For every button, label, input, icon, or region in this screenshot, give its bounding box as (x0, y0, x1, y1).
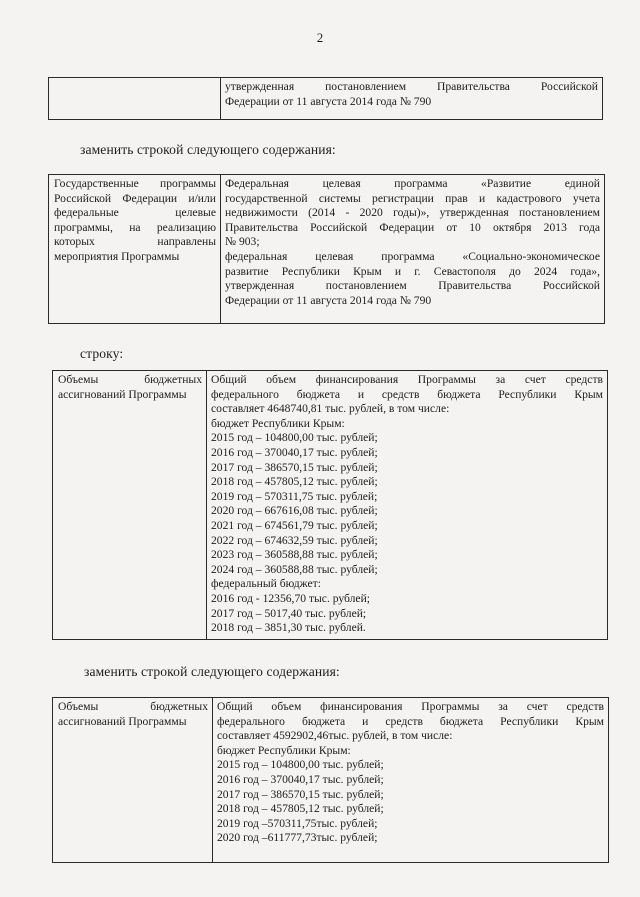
text-line: 2016 год - 12356,70 тыс. рублей; (211, 591, 371, 605)
text-line: 2018 год – 457805,12 тыс. рублей; (211, 475, 378, 489)
table-block-2 (48, 174, 605, 324)
text-line: 2019 год –570311,75тыс. рублей; (217, 816, 378, 830)
text-line: Объемы бюджетных (58, 373, 202, 386)
text-line: 2021 год – 674561,79 тыс. рублей; (211, 518, 378, 532)
text-line: Объемы бюджетных (58, 700, 208, 713)
text-line: 2016 год – 370040,17 тыс. рублей; (211, 445, 378, 459)
text-line: мероприятия Программы (54, 249, 180, 263)
text-line: 2015 год – 104800,00 тыс. рублей; (211, 431, 378, 445)
text-line: недвижимости (2014 - 2020 годы)», утвержденная постановлением (225, 206, 600, 220)
text-line: бюджет Республики Крым: (211, 416, 345, 430)
text-line: 2015 год – 104800,00 тыс. рублей; (217, 758, 384, 772)
text-line: 2018 год – 3851,30 тыс. рублей. (211, 621, 366, 635)
table-block-3-left-cell (53, 371, 207, 639)
text-line: государственной системы регистрации прав и кадастрового учета (225, 191, 600, 205)
text-line: федеральный бюджет: (211, 577, 321, 591)
text-line: 2019 год – 570311,75 тыс. рублей; (211, 489, 378, 503)
text-line: Федерации от 11 августа 2014 года № 790 (225, 94, 432, 108)
text-line: Федерации от 11 августа 2014 года № 790 (225, 293, 432, 307)
text-line: программы, на реализацию (54, 220, 216, 234)
text-line: Федеральная целевая программа «Развитие единой (225, 177, 600, 190)
instruction-note-3: заменить строкой следующего содержания: (84, 664, 340, 679)
text-line: Российской Федерации и/или (54, 191, 216, 205)
table-block-4-left-cell (53, 698, 213, 862)
table-block-1-left-cell (49, 78, 221, 119)
text-line: 2020 год –611777,73тыс. рублей; (217, 831, 378, 845)
table-block-2-right-cell (221, 175, 604, 323)
text-line: № 903; (225, 235, 260, 249)
table-block-3 (52, 370, 608, 640)
text-line: Общий объем финансирования Программы за счет средств (211, 373, 603, 386)
text-line: 2017 год – 386570,15 тыс. рублей; (217, 787, 384, 801)
text-line: 2016 год – 370040,17 тыс. рублей; (217, 772, 384, 786)
table-block-4 (52, 697, 609, 863)
table-block-4-right-cell (213, 698, 608, 862)
text-line: федеральные целевые (54, 206, 216, 220)
table-block-3-right-cell (207, 371, 607, 639)
page-number: 2 (316, 30, 324, 45)
text-line: 2017 год – 386570,15 тыс. рублей; (211, 460, 378, 474)
text-line: 2018 год – 457805,12 тыс. рублей; (217, 802, 384, 816)
text-line: составляет 4592902,46тыс. рублей, в том числе: (217, 729, 453, 743)
text-line: 2022 год – 674632,59 тыс. рублей; (211, 533, 378, 547)
text-line: утвержденная постановлением Правительства Российской (225, 80, 598, 93)
instruction-note-2: строку: (80, 346, 124, 361)
text-line: развитие Республики Крым и г. Севастополя до 2024 года», (225, 264, 600, 278)
text-line: 2024 год – 360588,88 тыс. рублей; (211, 562, 378, 576)
text-line: которых направлены (54, 235, 216, 249)
text-line: утвержденная постановлением Правительства Российской (225, 279, 600, 293)
text-line: ассигнований Программы (58, 387, 187, 401)
text-line: Общий объем финансирования Программы за счет средств (217, 700, 604, 713)
text-line: федерального бюджета и средств бюджета Республики Крым (217, 714, 604, 728)
text-line: Правительства Российской Федерации от 10 октября 2013 года (225, 220, 600, 234)
table-block-1-right-cell (221, 78, 602, 119)
text-line: 2020 год – 667616,08 тыс. рублей; (211, 504, 378, 518)
text-line: 2023 год – 360588,88 тыс. рублей; (211, 548, 378, 562)
text-line: федеральная целевая программа «Социально-экономическое (225, 249, 600, 263)
instruction-note-1: заменить строкой следующего содержания: (80, 142, 336, 157)
table-block-1 (48, 77, 603, 120)
text-line: бюджет Республики Крым: (217, 743, 351, 757)
text-line: ассигнований Программы (58, 714, 187, 728)
text-line: 2017 год – 5017,40 тыс. рублей; (211, 606, 367, 620)
text-line: составляет 4648740,81 тыс. рублей, в том числе: (211, 402, 450, 416)
text-line: Государственные программы (54, 177, 216, 190)
table-block-2-left-cell (49, 175, 221, 323)
text-line: федерального бюджета и средств бюджета Республики Крым (211, 387, 603, 401)
